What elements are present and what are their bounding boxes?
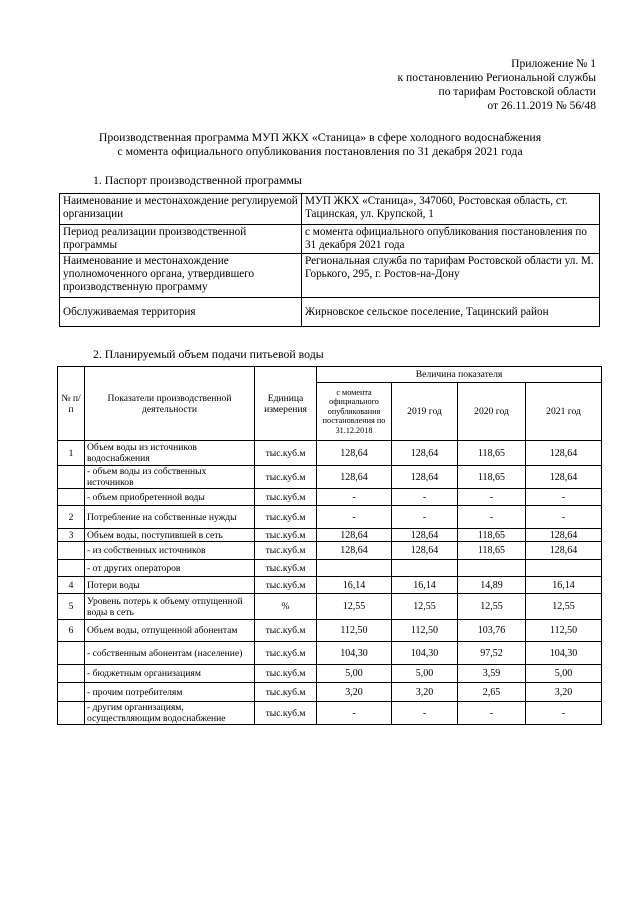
table-row (58, 529, 602, 542)
row-indicator: - объем воды из собственных источников (85, 466, 255, 489)
row-value: 5,00 (317, 665, 392, 683)
row-unit: тыс.куб.м (255, 702, 317, 725)
row-number: 1 (58, 441, 85, 466)
row-value (392, 560, 458, 577)
row-unit: тыс.куб.м (255, 683, 317, 702)
row-indicator: - собственным абонентам (население) (85, 642, 255, 665)
row-value: 12,55 (458, 594, 526, 620)
row-value: 5,00 (526, 665, 602, 683)
header-indicator: Показатели производственной деятельности (85, 367, 255, 441)
table-row (58, 702, 602, 725)
row-indicator: - прочим потребителям (85, 683, 255, 702)
row-value: 112,50 (392, 620, 458, 642)
row-value: 16,14 (526, 577, 602, 594)
header-2020-col: 2020 год (458, 383, 526, 441)
row-value: 12,55 (317, 594, 392, 620)
row-value: 16,14 (392, 577, 458, 594)
table-row (58, 441, 602, 466)
row-unit: тыс.куб.м (255, 441, 317, 466)
row-indicator: Объем воды из источников водоснабжения (85, 441, 255, 466)
row-unit: тыс.куб.м (255, 577, 317, 594)
row-value: - (317, 506, 392, 529)
row-indicator: - объем приобретенной воды (85, 489, 255, 506)
volume-header-row (58, 367, 602, 383)
passport-row (60, 225, 600, 254)
row-value: 118,65 (458, 441, 526, 466)
table-row (58, 620, 602, 642)
appendix-line-1: Приложение № 1 (511, 57, 596, 70)
row-value: 128,64 (317, 466, 392, 489)
table-row (58, 642, 602, 665)
row-unit: тыс.куб.м (255, 466, 317, 489)
row-indicator: - бюджетным организациям (85, 665, 255, 683)
table-row (58, 466, 602, 489)
row-value: 3,20 (526, 683, 602, 702)
table-row (58, 560, 602, 577)
row-number: 3 (58, 529, 85, 542)
row-value: 128,64 (526, 466, 602, 489)
volume-table (57, 366, 602, 725)
row-value: 104,30 (526, 642, 602, 665)
row-value: 112,50 (526, 620, 602, 642)
row-value: 128,64 (392, 441, 458, 466)
row-number: 5 (58, 594, 85, 620)
row-value: 128,64 (317, 542, 392, 560)
row-value: 128,64 (317, 529, 392, 542)
row-value: - (526, 702, 602, 725)
row-value: - (458, 702, 526, 725)
row-unit: тыс.куб.м (255, 620, 317, 642)
row-number: 6 (58, 620, 85, 642)
row-value: 118,65 (458, 542, 526, 560)
row-unit: тыс.куб.м (255, 542, 317, 560)
passport-value: МУП ЖКХ «Станица», 347060, Ростовская область, ст. Тацинская, ул. Крупской, 1 (302, 194, 600, 225)
row-value (317, 560, 392, 577)
row-indicator: - от других операторов (85, 560, 255, 577)
header-period-col: с момента официального опубликования постановления по 31.12.2018 (317, 383, 392, 441)
row-value: 118,65 (458, 529, 526, 542)
table-row (58, 577, 602, 594)
row-number (58, 489, 85, 506)
document-title-line-1: Производственная программа МУП ЖКХ «Станица» в сфере холодного водоснабжения (98, 130, 542, 144)
row-value: 128,64 (317, 441, 392, 466)
row-number (58, 560, 85, 577)
document-title-line-2: с момента официального опубликования постановления по 31 декабря 2021 года (117, 144, 523, 158)
header-unit: Единица измерения (255, 367, 317, 441)
row-value: 12,55 (526, 594, 602, 620)
row-value: 3,20 (392, 683, 458, 702)
row-value: - (317, 702, 392, 725)
row-indicator: - из собственных источников (85, 542, 255, 560)
table-row (58, 683, 602, 702)
row-unit: тыс.куб.м (255, 506, 317, 529)
row-value: 128,64 (526, 441, 602, 466)
passport-value: Жирновское сельское поселение, Тацинский район (302, 298, 600, 327)
row-value: 118,65 (458, 466, 526, 489)
table-row (58, 542, 602, 560)
row-indicator: Объем воды, отпущенной абонентам (85, 620, 255, 642)
row-unit: тыс.куб.м (255, 665, 317, 683)
row-value: 128,64 (526, 542, 602, 560)
row-number (58, 665, 85, 683)
section-2-heading: 2. Планируемый объем подачи питьевой воды (93, 347, 324, 361)
row-number (58, 466, 85, 489)
header-value-group: Величина показателя (317, 367, 602, 383)
passport-value: Региональная служба по тарифам Ростовской области ул. М. Горького, 295, г. Ростов-на-Дону (302, 254, 600, 298)
row-unit: тыс.куб.м (255, 642, 317, 665)
row-number (58, 702, 85, 725)
row-indicator: Потребление на собственные нужды (85, 506, 255, 529)
table-row (58, 506, 602, 529)
row-indicator: Потери воды (85, 577, 255, 594)
row-value: 16,14 (317, 577, 392, 594)
row-value: - (392, 702, 458, 725)
row-value (526, 560, 602, 577)
row-number (58, 642, 85, 665)
row-value: 104,30 (317, 642, 392, 665)
passport-label: Наименование и местонахождение уполномоченного органа, утвердившего производственную программу (60, 254, 302, 298)
row-value: 97,52 (458, 642, 526, 665)
row-value: 12,55 (392, 594, 458, 620)
passport-label: Период реализации производственной программы (60, 225, 302, 254)
row-number: 4 (58, 577, 85, 594)
row-value: 2,65 (458, 683, 526, 702)
passport-table (59, 193, 600, 327)
row-value (458, 560, 526, 577)
row-value: 14,89 (458, 577, 526, 594)
row-value: - (392, 506, 458, 529)
table-row (58, 594, 602, 620)
row-value: 112,50 (317, 620, 392, 642)
row-value: - (458, 489, 526, 506)
row-value: 3,59 (458, 665, 526, 683)
row-unit: % (255, 594, 317, 620)
volume-table-body (58, 441, 602, 725)
passport-label: Наименование и местонахождение регулируемой организации (60, 194, 302, 225)
passport-row (60, 298, 600, 327)
passport-row (60, 254, 600, 298)
appendix-line-2: к постановлению Региональной службы (397, 71, 596, 84)
row-value: - (526, 506, 602, 529)
row-value: 103,76 (458, 620, 526, 642)
header-2021-col: 2021 год (526, 383, 602, 441)
header-2019-col: 2019 год (392, 383, 458, 441)
row-indicator: Объем воды, поступившей в сеть (85, 529, 255, 542)
row-indicator: Уровень потерь к объему отпущенной воды в сеть (85, 594, 255, 620)
table-row (58, 665, 602, 683)
row-unit: тыс.куб.м (255, 529, 317, 542)
appendix-line-4: от 26.11.2019 № 56/48 (487, 99, 596, 112)
row-value: 3,20 (317, 683, 392, 702)
row-value: 104,30 (392, 642, 458, 665)
row-value: 128,64 (392, 542, 458, 560)
table-row (58, 489, 602, 506)
passport-value: с момента официального опубликования постановления по 31 декабря 2021 года (302, 225, 600, 254)
row-number (58, 683, 85, 702)
row-value: 5,00 (392, 665, 458, 683)
row-number (58, 542, 85, 560)
row-value: 128,64 (392, 529, 458, 542)
row-value: - (392, 489, 458, 506)
passport-label: Обслуживаемая территория (60, 298, 302, 327)
appendix-line-3: по тарифам Ростовской области (438, 85, 596, 98)
row-value: - (526, 489, 602, 506)
header-num: № п/п (58, 367, 85, 441)
row-unit: тыс.куб.м (255, 489, 317, 506)
row-value: 128,64 (392, 466, 458, 489)
row-number: 2 (58, 506, 85, 529)
row-value: - (317, 489, 392, 506)
row-value: 128,64 (526, 529, 602, 542)
section-1-heading: 1. Паспорт производственной программы (93, 173, 302, 187)
passport-row (60, 194, 600, 225)
row-indicator: - другим организациям, осуществляющим водоснабжение (85, 702, 255, 725)
row-value: - (458, 506, 526, 529)
row-unit: тыс.куб.м (255, 560, 317, 577)
